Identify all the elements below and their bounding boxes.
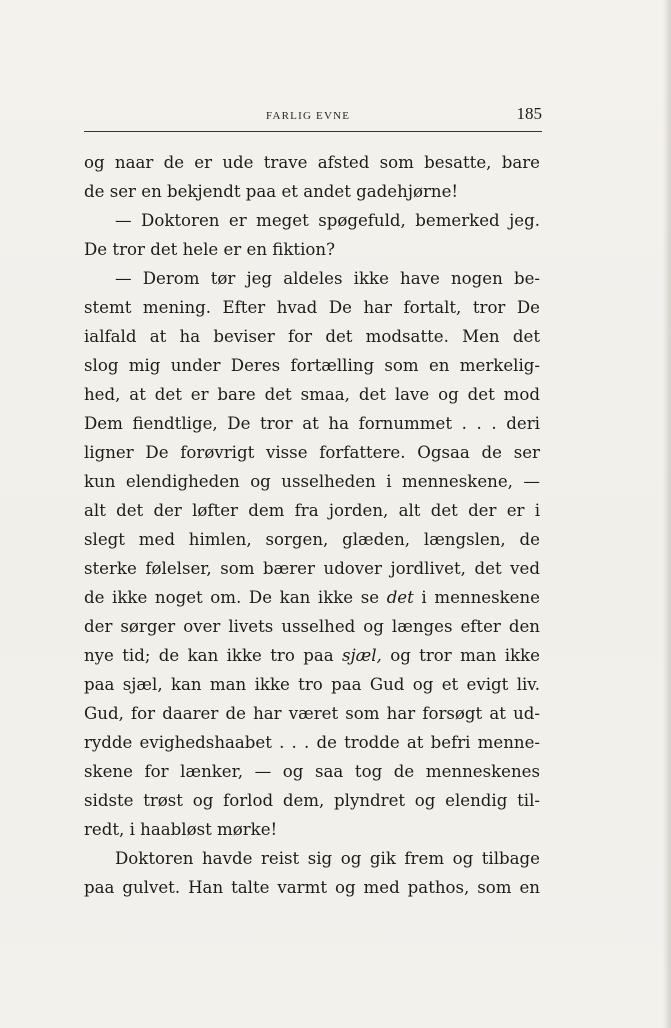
running-title: FARLIG EVNE [266,110,351,122]
text-line: slog mig under Deres fortælling som en merkelig- [84,356,540,375]
text-line: — Doktoren er meget spøgefuld, bemerked jeg. [115,211,540,230]
page-number: 185 [516,104,542,123]
text-line: ligner De forøvrigt visse forfattere. Ogsaa de ser [84,443,540,462]
text-line: paa gulvet. Han talte varmt og med pathos, som en [84,878,540,897]
text-line: ialfald at ha beviser for det modsatte. Men det [84,327,540,346]
text-line: hed, at det er bare det smaa, det lave og det mod [84,385,540,404]
text-line: de ikke noget om. De kan ikke se det i menneskene [84,588,540,607]
page-edge-shadow [663,0,671,1028]
text-line: — Derom tør jeg aldeles ikke have nogen be- [115,269,540,288]
text-line: sterke følelser, som bærer udover jordlivet, det ved [84,559,540,578]
text-line: stemt mening. Efter hvad De har fortalt, tror De [84,298,540,317]
text-line: rydde evighedshaabet . . . de trodde at befri menne- [84,733,540,752]
header-rule [84,131,542,132]
text-line: de ser en bekjendt paa et andet gadehjørne! [84,182,459,201]
text-line: og naar de er ude trave afsted som besatte, bare [84,153,540,172]
text-line: Doktoren havde reist sig og gik frem og tilbage [115,849,540,868]
text-line: sidste trøst og forlod dem, plyndret og elendig til- [84,791,540,810]
text-line: nye tid; de kan ikke tro paa sjæl, og tror man ikke [84,646,540,665]
body-text [84,148,540,902]
text-line: redt, i haabløst mørke! [84,820,278,839]
text-line: Dem fiendtlige, De tror at ha fornummet . . . deri [84,414,540,433]
text-line: Gud, for daarer de har været som har forsøgt at ud- [84,704,540,723]
text-line: alt det der løfter dem fra jorden, alt det der er i [84,501,540,520]
running-head [84,104,542,130]
text-line: skene for lænker, — og saa tog de menneskenes [84,762,540,781]
text-line: der sørger over livets usselhed og længes efter den [84,617,540,636]
text-line: kun elendigheden og usselheden i menneskene, — [84,472,540,491]
text-line: paa sjæl, kan man ikke tro paa Gud og et evigt liv. [84,675,540,694]
text-line: slegt med himlen, sorgen, glæden, længslen, de [84,530,540,549]
text-line: De tror det hele er en fiktion? [84,240,335,259]
